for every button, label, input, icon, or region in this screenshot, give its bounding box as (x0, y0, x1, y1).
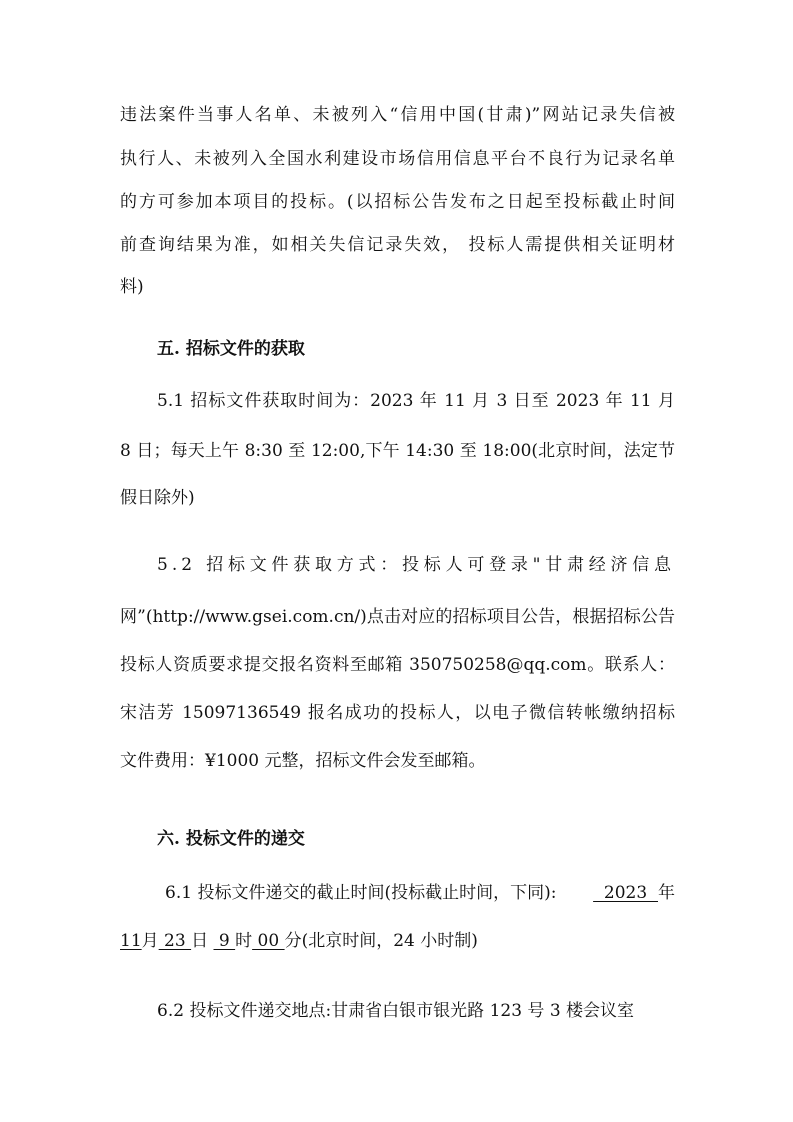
clause-line: 宋洁芳 15097136549 报名成功的投标人，以电子微信转帐缴纳招标 (120, 703, 675, 723)
paragraph-line: 违法案件当事人名单、未被列入“信用中国(甘肃)”网站记录失信被 (120, 105, 675, 125)
clause-line: 文件费用：¥1000 元整，招标文件会发至邮箱。 (120, 751, 486, 771)
section-heading: 六. 投标文件的递交 (157, 829, 305, 849)
clause-line: 8 日；每天上午 8:30 至 12:00,下午 14:30 至 18:00(北京时间，法定节 (120, 441, 675, 461)
minute-unit: 分(北京时间，24 小时制) (284, 931, 478, 951)
deadline-line (165, 882, 675, 904)
deadline-text: 6.1 投标文件递交的截止时间(投标截止时间，下同): (165, 883, 557, 903)
section-heading: 五. 招标文件的获取 (157, 339, 305, 359)
clause-line: 假日除外) (120, 488, 195, 508)
deadline-year (593, 882, 675, 904)
clause-line: 5.1 招标文件获取时间为：2023 年 11 月 3 日至 2023 年 11 月 (157, 391, 675, 411)
minute-value: 00 (252, 931, 285, 951)
year-unit: 年 (658, 883, 675, 903)
location-line: 6.2 投标文件递交地点:甘肃省白银市银光路 123 号 3 楼会议室 (157, 1001, 635, 1021)
clause-line: 网”(http://www.gsei.com.cn/)点击对应的招标项目公告，根据招标公告 (120, 607, 675, 627)
clause-line: 5.2 招标文件获取方式：投标人可登录"甘肃经济信息 (157, 555, 675, 575)
paragraph-line: 的方可参加本项目的投标。(以招标公告发布之日起至投标截止时间 (120, 192, 675, 212)
paragraph-line: 料) (120, 277, 144, 297)
month-value: 11 (120, 931, 142, 951)
day-value: 23 (158, 931, 192, 951)
year-value: 2023 (593, 883, 658, 903)
day-unit: 日 (191, 931, 209, 951)
hour-value: 9 (213, 931, 236, 951)
month-unit: 月 (141, 931, 159, 951)
deadline-line (120, 930, 478, 952)
paragraph-line: 前查询结果为准，如相关失信记录失效， 投标人需提供相关证明材 (120, 235, 675, 255)
clause-line: 投标人资质要求提交报名资料至邮箱 350750258@qq.com。联系人： (120, 655, 675, 675)
hour-unit: 时 (235, 931, 253, 951)
paragraph-line: 执行人、未被列入全国水利建设市场信用信息平台不良行为记录名单 (120, 149, 675, 169)
